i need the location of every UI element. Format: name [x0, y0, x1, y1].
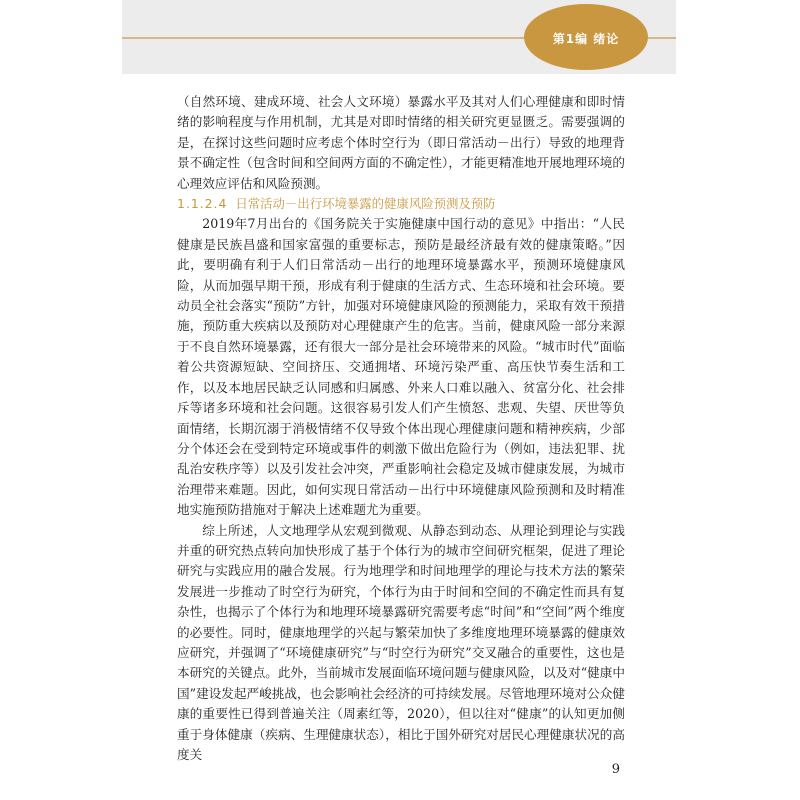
- paragraph: （自然环境、建成环境、社会人文环境）暴露水平及其对人们心理健康和即时情绪的影响程度与作用机制，尤其是对即时情绪的相关研究更显匮乏。需要强调的是，在探讨这些问题时应考虑个体时空行为（即日常活动－出行）导致的地理背景不确定性（包含时间和空间两方面的不确定性），才能更精准地开展地理环境的心理效应评估和风险预测。: [177, 94, 625, 191]
- chapter-label: 第1编 绪论: [552, 32, 620, 46]
- header-rule: [122, 37, 527, 39]
- section-heading: [177, 194, 625, 214]
- section-title: 日常活动－出行环境暴露的健康风险预测及预防: [235, 196, 496, 212]
- paragraph: 2019年7月出台的《国务院关于实施健康中国行动的意见》中指出：“人民健康是民族昌盛和国家富强的重要标志，预防是最经济最有效的健康策略。”因此，要明确有利于人们日常活动－出行的地理环境暴露水平，预测环境健康风险，从而加强早期干预，形成有利于健康的生活方式、生态环境和社会环境。要动员全社会落实“预防”方针，加强对环境健康风险的预测能力，采取有效干预措施，预防重大疾病以及预防对心理健康产生的危害。当前，健康风险一部分来源于不良自然环境暴露，还有很大一部分是社会环境带来的风险。“城市时代”面临着公共资源短缺、空间挤压、交通拥堵、环境污染严重、高压快节奏生活和工作，以及本地居民缺乏认同感和归属感、外来人口难以融入、贫富分化、社会排斥等诸多环境和社会问题。这很容易引发人们产生愤怒、悲观、失望、厌世等负面情绪，长期沉溺于消极情绪不仅导致个体出现心理健康问题和精神疾病，少部分个体还会在受到特定环境或事件的刺激下做出危险行为（例如，违法犯罪、扰乱治安秩序等）以及引发社会冲突，严重影响社会稳定及城市健康发展，为城市治理带来难题。因此，如何实现日常活动－出行中环境健康风险预测和及时精准地实施预防措施对于解决上述难题尤为重要。: [177, 216, 625, 518]
- body-text: [177, 92, 625, 765]
- page-number: 9: [611, 762, 620, 777]
- paragraph: 综上所述，人文地理学从宏观到微观、从静态到动态、从理论到理论与实践并重的研究热点转向加快形成了基于个体行为的城市空间研究框架，促进了理论研究与实践应用的融合发展。行为地理学和时间地理学的理论与技术方法的繁荣发展进一步推动了时空行为研究，个体行为由于时间和空间的不确定性而具有复杂性，也揭示了个体行为和地理环境暴露研究需要考虑“时间”和“空间”两个维度的必要性。同时，健康地理学的兴起与繁荣加快了多维度地理环境暴露的健康效应研究，并强调了“环境健康研究”与“时空行为研究”交叉融合的重要性，这也是本研究的关键点。此外，当前城市发展面临环境问题与健康风险，以及对“健康中国”建设发起严峻挑战，也会影响社会经济的可持续发展。尽管地理环境对公众健康的重要性已得到普遍关注（周素红等，2020），但以往对“健康”的认知更加侧重于身体健康（疾病、生理健康状态），相比于国外研究对居民心理健康状况的高度关: [177, 522, 625, 762]
- section-number: 1.1.2.4: [177, 196, 228, 212]
- chapter-badge: [524, 4, 648, 70]
